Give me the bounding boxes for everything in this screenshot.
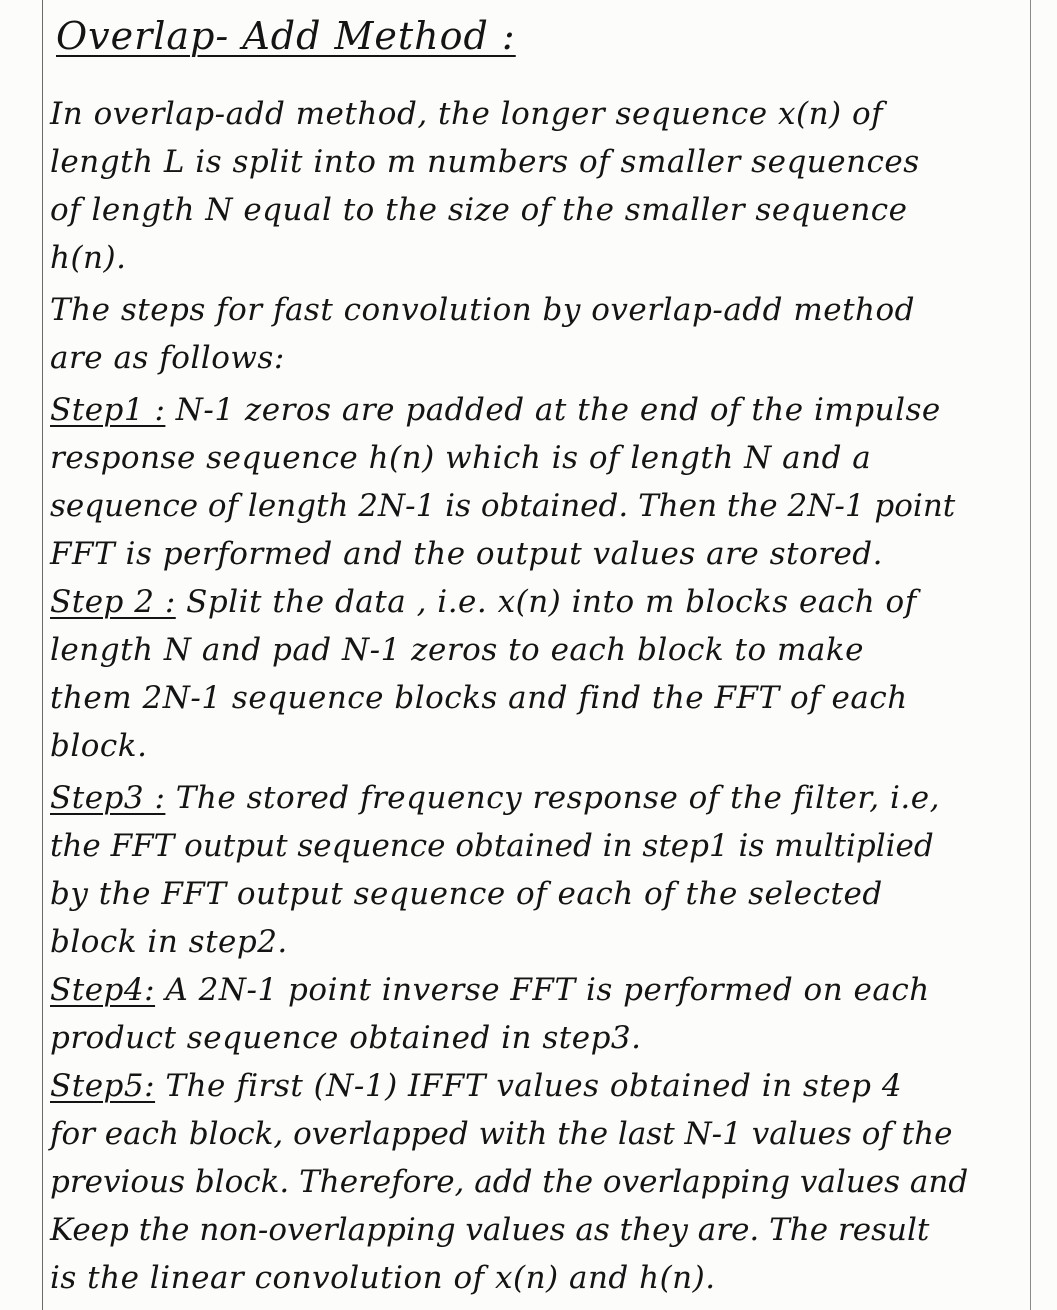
step-5 — [50, 1062, 1025, 1302]
step-text: The first (N-1) IFFT values obtained in step 4 — [155, 1068, 903, 1104]
step-text: FFT is performed and the output values are stored. — [50, 536, 883, 572]
intro-line: h(n). — [50, 240, 127, 276]
step-text: block. — [50, 728, 148, 764]
step-text: them 2N-1 sequence blocks and find the FFT of each — [50, 680, 908, 716]
step-text: The stored frequency response of the filter, i.e, — [165, 780, 940, 816]
intro-line: In overlap-add method, the longer sequence x(n) of — [50, 96, 884, 132]
intro-paragraph — [50, 90, 1025, 282]
step-text: for each block, overlapped with the last N-1 values of the — [50, 1116, 953, 1152]
step-text: sequence of length 2N-1 is obtained. Then the 2N-1 point — [50, 488, 956, 524]
step-text: N-1 zeros are padded at the end of the impulse — [165, 392, 941, 428]
steps-intro-line: The steps for fast convolution by overlap-add method — [50, 292, 916, 328]
step-3 — [50, 774, 1025, 966]
step-text: by the FFT output sequence of each of the selected — [50, 876, 883, 912]
step-text: Split the data , i.e. x(n) into m blocks each of — [175, 584, 917, 620]
steps-intro-line: are as follows: — [50, 340, 285, 376]
right-margin-line — [1030, 0, 1031, 1310]
step-text: length N and pad N-1 zeros to each block to make — [50, 632, 864, 668]
step-4 — [50, 966, 1025, 1062]
page-content — [50, 8, 1025, 1302]
step-label: Step1 : — [50, 392, 166, 428]
step-1 — [50, 386, 1025, 578]
left-margin-line — [42, 0, 43, 1310]
intro-line: length L is split into m numbers of smaller sequences — [50, 144, 920, 180]
step-text: is the linear convolution of x(n) and h(n). — [50, 1260, 716, 1296]
step-label: Step 2 : — [50, 584, 176, 620]
step-text: response sequence h(n) which is of length N and a — [50, 440, 872, 476]
step-label: Step3 : — [50, 780, 166, 816]
step-text: the FFT output sequence obtained in step1 is multiplied — [50, 828, 934, 864]
step-2 — [50, 578, 1025, 770]
step-text: Keep the non-overlapping values as they are. The result — [50, 1212, 930, 1248]
step-text: block in step2. — [50, 924, 288, 960]
intro-line: of length N equal to the size of the smaller sequence — [50, 192, 908, 228]
step-text: product sequence obtained in step3. — [50, 1020, 642, 1056]
page-title: Overlap- Add Method : — [56, 14, 516, 58]
step-label: Step4: — [50, 972, 156, 1008]
steps-intro-paragraph — [50, 286, 1025, 382]
step-label: Step5: — [50, 1068, 156, 1104]
step-text: previous block. Therefore, add the overlapping values and — [50, 1164, 969, 1200]
step-text: A 2N-1 point inverse FFT is performed on each — [155, 972, 930, 1008]
